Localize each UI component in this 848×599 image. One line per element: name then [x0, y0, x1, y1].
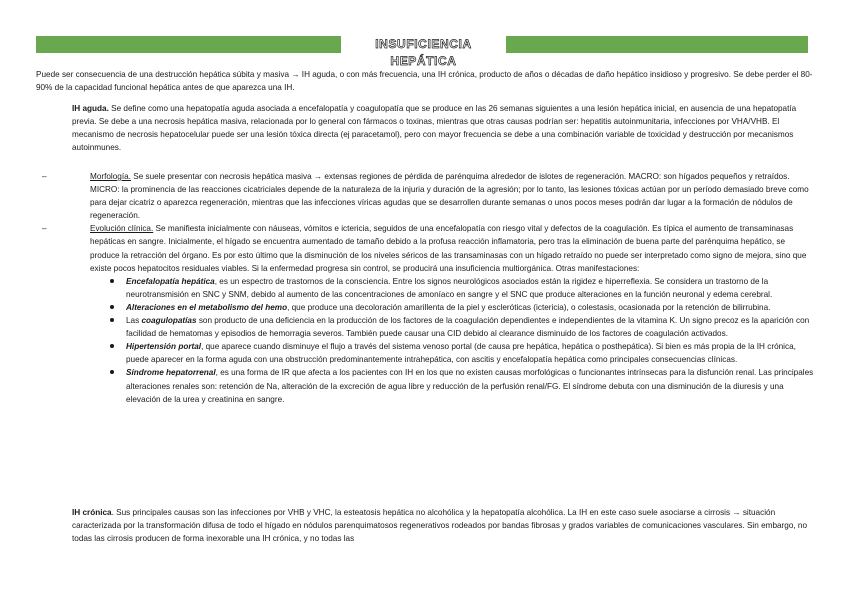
banner-bar-right [506, 36, 808, 53]
item-term: Alteraciones en el metabolismo del hemo [126, 302, 288, 312]
banner-bar-left [36, 36, 341, 53]
item-term: Hipertensión portal [126, 342, 202, 352]
ih-aguda-text: Se define como una hepatopatía aguda asociada a encefalopatía y coagulopatía que se produce en las 26 semanas siguientes a una lesión hepática inicial, en ausencia de una hepatopatía previa. Se debe a una necrosis hepática masiva, relacionada por lo general con fármacos o toxinas, mientras que otras causas podrían ser: hepatitis autoinmunitaria, infecciones por VHA/VHB. El mecanismo de necrosis hepatocelular puede ser una lesión tóxica directa (ej paracetamol), pero con mayor frecuencia se debe a una combinación variable de toxicidad y destrucción por mecanismos autoinmunes. [72, 104, 797, 153]
aguda-details-list [42, 170, 814, 406]
manifestaciones-list [90, 275, 814, 406]
item-text: , que produce una decoloración amarillenta de la piel y escleróticas (ictericia), o colestasis, ocasionada por la retención de bilirrubina. [287, 302, 771, 312]
evolucion-item [42, 222, 814, 405]
bullet-icon [110, 344, 114, 348]
ih-aguda-label: IH aguda. [72, 104, 109, 113]
page-title: INSUFICIENCIA HEPÁTICA [375, 37, 472, 68]
list-item [90, 275, 814, 301]
bullet-icon [110, 279, 114, 283]
bullet-icon [110, 305, 114, 309]
item-text: , es una forma de IR que afecta a los pacientes con IH en los que no existen causas morfológicas o funcionantes intrínsecas para la disfunción renal. Las principales alteraciones renales son: retención de Na, alteración de la excreción de agua libre y reducción de la perfusión renal/FG. El síndrome debuta con una disminución de la diuresis y una elevación de la urea y creatinina en sangre. [126, 368, 814, 404]
item-text: , es un espectro de trastornos de la consciencia. Entre los signos neurológicos asociados están la rigidez e hiperreflexia. Se considera un trastorno de la neurotransmisión en SNC y SNM, debido al aumento de las concentraciones de amoníaco en sangre y el SNC que produce alteraciones en la función neuronal y edema cerebral. [126, 276, 773, 299]
item-text: son producto de una deficiencia en la producción de los factores de la coagulación dependientes e independientes de la vitamina K. Un signo precoz es la aparición con facilidad de hematomas y episodios de hemorragia severos. También puede causar una CID debido al clearance disminuido de los factores de coagulación activados. [126, 316, 810, 339]
evolucion-label: Evolución clínica. [90, 224, 154, 234]
item-text: , que aparece cuando disminuye el flujo a través del sistema venoso portal (de causa pre hepática, hepática o posthepática). Si bien es más propia de la IH crónica, puede aparecer en la forma aguda con una obstrucción predominantemente intrahepática, con ascitis y encefalopatía hepática como principales consecuencias clínicas. [126, 342, 796, 365]
list-item [90, 314, 814, 340]
evolucion-text: Se manifiesta inicialmente con náuseas, vómitos e ictericia, seguidos de una encefalopatía con riesgo vital y defectos de la coagulación. Es típica el aumento de transaminasas hepáticas en sangre. Inicialmente, el hígado se encuentra aumentado de tamaño debido a la profusa reacción inflamatoria, pero tras la eliminación de buena parte del parénquima hepático, se produce la retracción del órgano. Es por esto último que la disminución de los niveles séricos de las transaminasas con un hígado retraído no puede ser interpretado como signo de mejora, sino que existe pocos hepatocitos residuales viables. Si la enfermedad progresa sin control, se producirá una insuficiencia multiorgánica. Otras manifestaciones: [90, 224, 807, 273]
item-term: Encefalopatía hepática [126, 276, 215, 286]
morfologia-text: Se suele presentar con necrosis hepática masiva → extensas regiones de pérdida de parénquima alrededor de islotes de regeneración. MACRO: son hígados pequeños y retraídos. MICRO: la prominencia de las reacciones cicatriciales depende de la naturaleza de la injuria y duración de la agresión; por lo tanto, las lesiones tóxicas actúan por un período demasiado breve como para dejar cicatriz o aparezca regeneración, mientras que las infecciones víricas agudas que se desarrollen durante semanas o unos pocos meses podrán dar lugar a la formación de nódulos de regeneración. [90, 172, 809, 221]
item-prefix: Las [126, 316, 142, 326]
list-item [90, 366, 814, 405]
intro-paragraph: Puede ser consecuencia de una destrucción hepática súbita y masiva → IH aguda, o con más frecuencia, una IH crónica, producto de años o décadas de daño hepático insidioso y progresivo. Se debe perder el 80-90% de la capacidad funcional hepática antes de que aparezca una IH. [36, 70, 813, 93]
ih-aguda-paragraph [72, 102, 814, 154]
dash-marker: – [42, 224, 47, 234]
dash-marker: – [42, 172, 47, 181]
list-item [90, 301, 814, 314]
section-banner [36, 36, 808, 68]
morfologia-item [42, 170, 814, 222]
ih-cronica-paragraph [72, 506, 814, 545]
bullet-icon [110, 318, 114, 322]
item-term: Síndrome hepatorrenal [126, 368, 216, 378]
bullet-icon [110, 370, 114, 374]
item-term: coagulopatías [141, 316, 197, 326]
morfologia-label: Morfología. [90, 172, 131, 181]
ih-cronica-text: . Sus principales causas son las infecciones por VHB y VHC, la esteatosis hepática no alcohólica y la hepatopatía alcohólica. La IH en este caso suele asociarse a cirrosis → situación caracterizada por la transformación difusa de todo el hígado en nódulos parenquimatosos regenerativos rodeados por bandas fibrosas y grados variables de comunicaciones vasculares. Sin embargo, no todas las cirrosis producen de forma inexorable una IH crónica, y no todas las [72, 508, 808, 544]
ih-cronica-label: IH crónica [72, 508, 112, 517]
list-item [90, 340, 814, 366]
